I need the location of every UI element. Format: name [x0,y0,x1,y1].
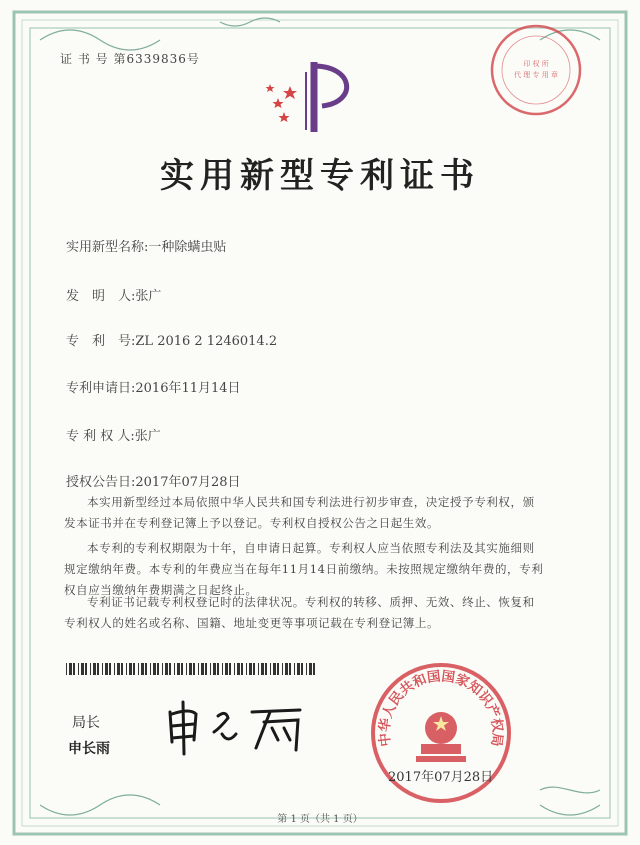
barcode-bar [105,663,108,675]
barcode-bar [97,663,99,675]
field-inventor [66,285,161,304]
barcode-bar [309,663,312,675]
barcode-bar [301,663,303,675]
barcode-bar [234,663,235,675]
barcode-bar [133,663,135,675]
barcode-bar [66,663,67,675]
barcode-bar [253,663,255,675]
barcode-bar [306,663,307,675]
barcode-bar [165,663,168,675]
barcode-bar [241,663,243,675]
barcode-bar [153,663,156,675]
barcode-bar [213,663,216,675]
barcode-bar [157,663,159,675]
field-application-date [66,377,241,396]
barcode-bar [150,663,151,675]
barcode-bar [145,663,147,675]
svg-text:代 理 专 用 章: 代 理 专 用 章 [514,71,558,79]
field-patent-number [66,330,277,349]
barcode-bar [285,663,288,675]
barcode-bar [169,663,171,675]
barcode-bar [69,663,72,675]
field-utility-model-name [66,236,226,255]
field-label: 发 明 人: [66,289,136,304]
field-value: 张广 [135,289,162,304]
field-label: 专利申请日: [66,381,136,396]
barcode-bar [102,663,103,675]
barcode-bar [273,663,276,675]
barcode-bar [126,663,127,675]
barcode-bar [138,663,139,675]
director-name: 申长雨 [68,741,110,757]
field-value: 一种除螨虫贴 [148,240,227,255]
barcode-bar [81,663,84,675]
barcode-bar [193,663,195,675]
barcode-bar [205,663,207,675]
barcode-bar [297,663,300,675]
field-label: 专 利 号: [66,334,136,349]
barcode-bar [114,663,115,675]
barcode [66,663,316,675]
barcode-bar [177,663,180,675]
agency-stamp [488,22,584,118]
field-value: ZL 2016 2 1246014.2 [135,334,278,349]
handwritten-signature [160,698,320,758]
field-label: 授权公告日: [66,475,136,490]
patent-office-logo [262,58,362,138]
barcode-bar [121,663,123,675]
barcode-bar [237,663,240,675]
barcode-bar [90,663,91,675]
field-value: 2017年07月28日 [135,475,241,490]
page-footer: 第 1 页（共 1 页） [277,814,363,825]
field-value: 2016年11月14日 [135,381,241,396]
barcode-bar [222,663,223,675]
barcode-bar [277,663,279,675]
seal-text: 中华人民共和国国家知识产权局 [376,668,506,748]
seal-date: 2017年07月28日 [388,770,494,785]
barcode-bar [141,663,144,675]
barcode-bar [229,663,231,675]
field-grant-date [66,471,241,490]
field-patentee [66,425,161,444]
director-title: 局长 [72,715,100,731]
barcode-bar [265,663,267,675]
official-seal [366,658,516,808]
paragraph-term: 本专利的专利权期限为十年，自申请日起算。专利权人应当依照专利法及其实施细则规定缴纳年费。本专利的年费应当在每年11月14日前缴纳。未按照规定缴纳年费的，专利权自应当缴纳年费期满之日起终止。 [64,541,544,597]
barcode-bar [73,663,75,675]
barcode-bar [78,663,79,675]
barcode-bar [217,663,219,675]
barcode-bar [129,663,132,675]
paragraph-legal-status: 专利证书记载专利权登记时的法律状况。专利权的转移、质押、无效、终止、恢复和专利权人的姓名或名称、国籍、地址变更等事项记载在专利登记簿上。 [64,595,535,630]
barcode-bar [93,663,96,675]
field-label: 实用新型名称: [66,240,149,255]
barcode-bar [117,663,120,675]
field-label: 专 利 权 人: [66,429,135,444]
barcode-bar [270,663,271,675]
barcode-bar [198,663,199,675]
barcode-bar [162,663,163,675]
barcode-bar [109,663,111,675]
svg-text:印 权 所: 印 权 所 [523,60,549,68]
barcode-bar [294,663,295,675]
paragraph-grant: 本实用新型经过本局依照中华人民共和国专利法进行初步审查，决定授予专利权，颁发本证书并在专利登记簿上予以登记。专利权自授权公告之日起生效。 [64,495,535,530]
barcode-bar [289,663,291,675]
barcode-bar [210,663,211,675]
certificate-title: 实用新型专利证书 [160,156,480,196]
barcode-bar [261,663,264,675]
barcode-bar [174,663,175,675]
barcode-bar [181,663,183,675]
barcode-bar [201,663,204,675]
barcode-bar [258,663,259,675]
barcode-bar [246,663,247,675]
barcode-bar [249,663,252,675]
barcode-bar [186,663,187,675]
barcode-bar [282,663,283,675]
barcode-bar [225,663,228,675]
barcode-bar [189,663,192,675]
barcode-bar [313,663,315,675]
barcode-bar [85,663,87,675]
field-value: 张广 [134,429,161,444]
certificate-number: 证 书 号 第6339836号 [60,52,200,66]
